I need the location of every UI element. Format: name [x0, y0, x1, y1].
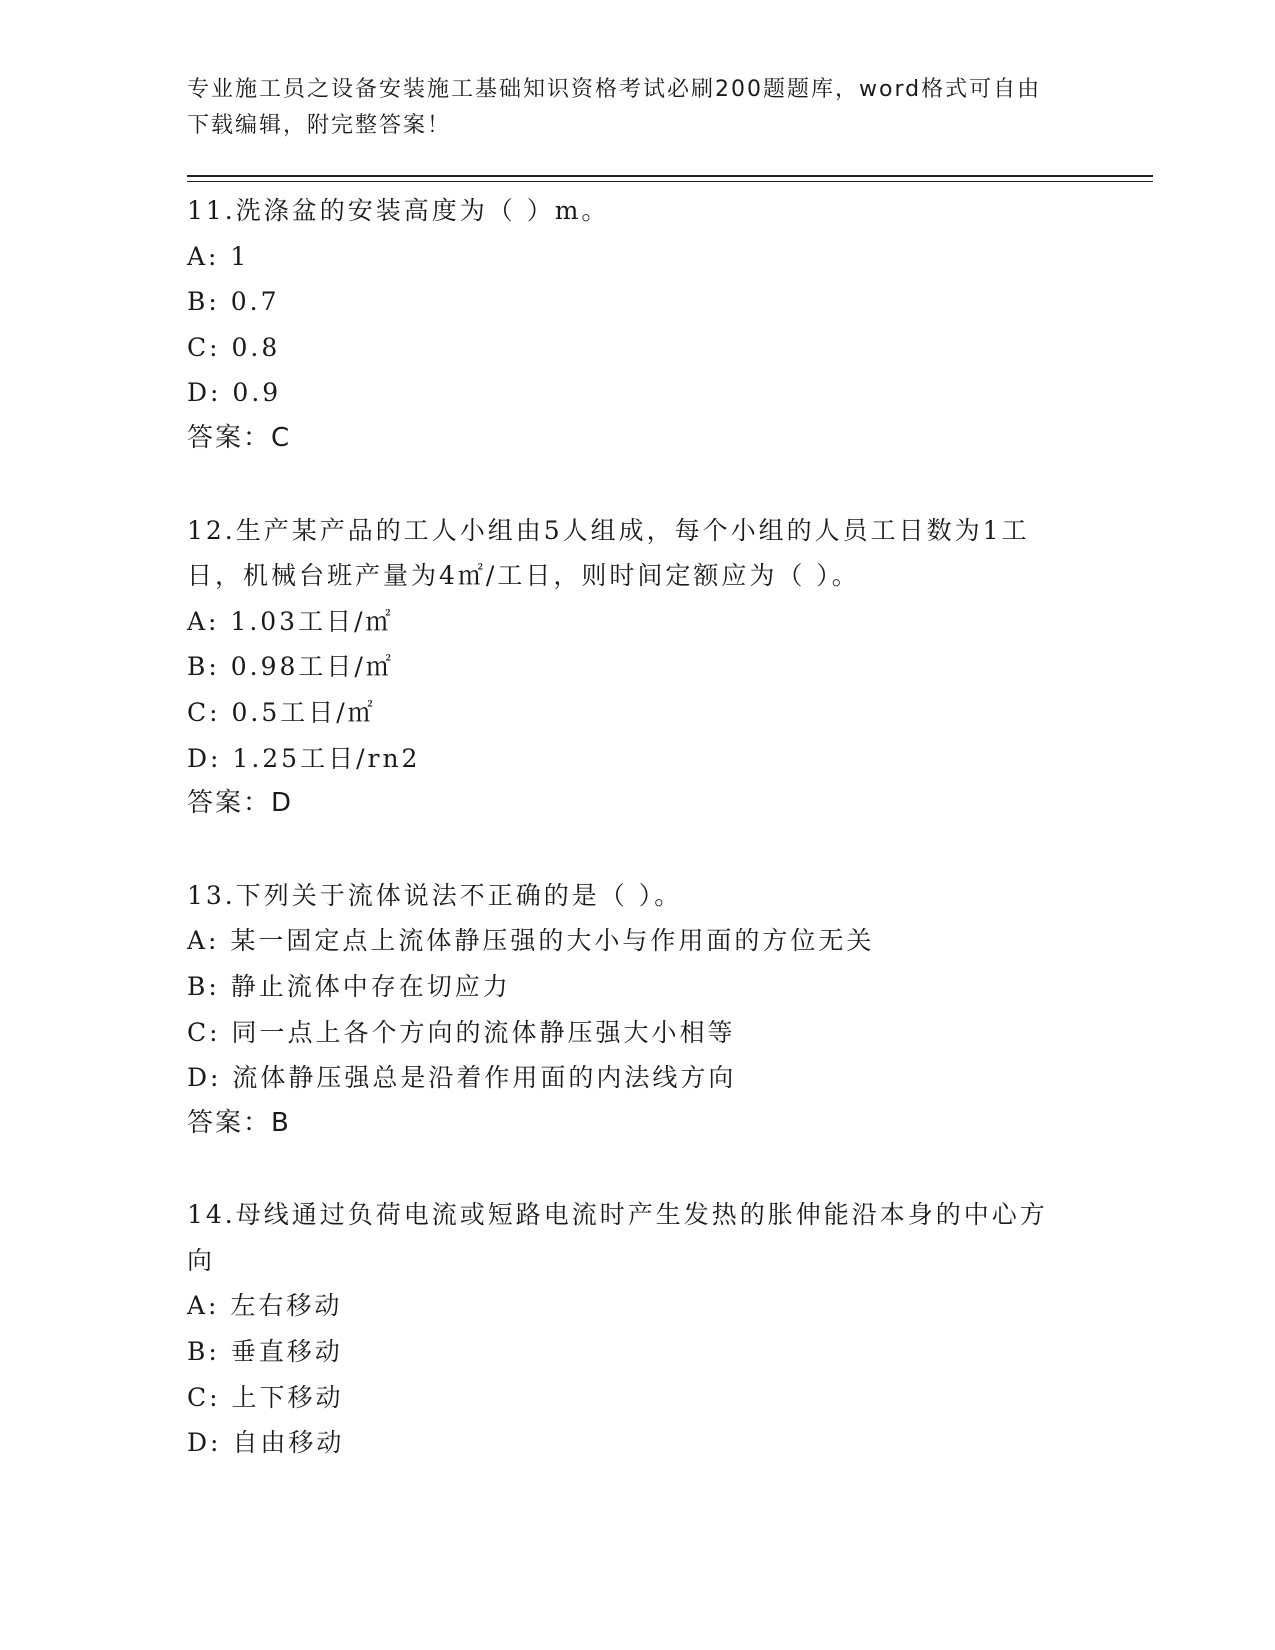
question-14	[187, 1192, 1087, 1466]
option-b: B: 静止流体中存在切应力	[187, 971, 511, 1001]
option-d: D: 1.25工日/rn2	[187, 743, 421, 773]
option-d: D: 自由移动	[187, 1428, 345, 1458]
option-a: A: 1	[187, 241, 250, 271]
answer-line: 答案：B	[187, 1107, 291, 1138]
header-line-1: 专业施工员之设备安装施工基础知识资格考试必刷200题题库，word格式可自由	[187, 77, 1042, 102]
option-c: C: 上下移动	[187, 1382, 344, 1412]
question-12	[187, 508, 1087, 827]
option-a: A: 1.03工日/㎡	[187, 606, 394, 636]
option-b: B: 0.98工日/㎡	[187, 652, 394, 682]
question-stem: 11.洗涤盆的安装高度为（ ）m。	[187, 196, 610, 225]
question-11	[187, 188, 1087, 462]
question-stem-continued: 向	[187, 1245, 216, 1275]
header-divider-thin	[187, 181, 1153, 182]
option-c: C: 同一点上各个方向的流体静压强大小相等	[187, 1017, 736, 1047]
header-divider-thick	[187, 175, 1153, 177]
answer-line: 答案：D	[187, 788, 294, 819]
option-b: B: 0.7	[187, 287, 280, 317]
question-stem: 14.母线通过负荷电流或短路电流时产生发热的胀伸能沿本身的中心方	[187, 1200, 1048, 1230]
answer-line: 答案：C	[187, 422, 292, 453]
question-stem-continued: 日，机械台班产量为4㎡/工日，则时间定额应为（ ）。	[187, 561, 860, 591]
option-b: B: 垂直移动	[187, 1337, 343, 1367]
option-d: D: 流体静压强总是沿着作用面的内法线方向	[187, 1063, 737, 1093]
option-a: A: 左右移动	[187, 1291, 343, 1321]
document-header	[187, 72, 1087, 144]
option-c: C: 0.5工日/㎡	[187, 697, 376, 727]
header-line-2: 下载编辑，附完整答案！	[187, 113, 452, 138]
option-d: D: 0.9	[187, 378, 282, 408]
question-13	[187, 873, 1087, 1147]
question-stem: 13.下列关于流体说法不正确的是（ ）。	[187, 880, 683, 910]
option-c: C: 0.8	[187, 332, 281, 362]
question-stem: 12.生产某产品的工人小组由5人组成，每个小组的人员工日数为1工	[187, 515, 1030, 545]
question-list	[187, 188, 1087, 1512]
option-a: A: 某一固定点上流体静压强的大小与作用面的方位无关	[187, 926, 875, 956]
